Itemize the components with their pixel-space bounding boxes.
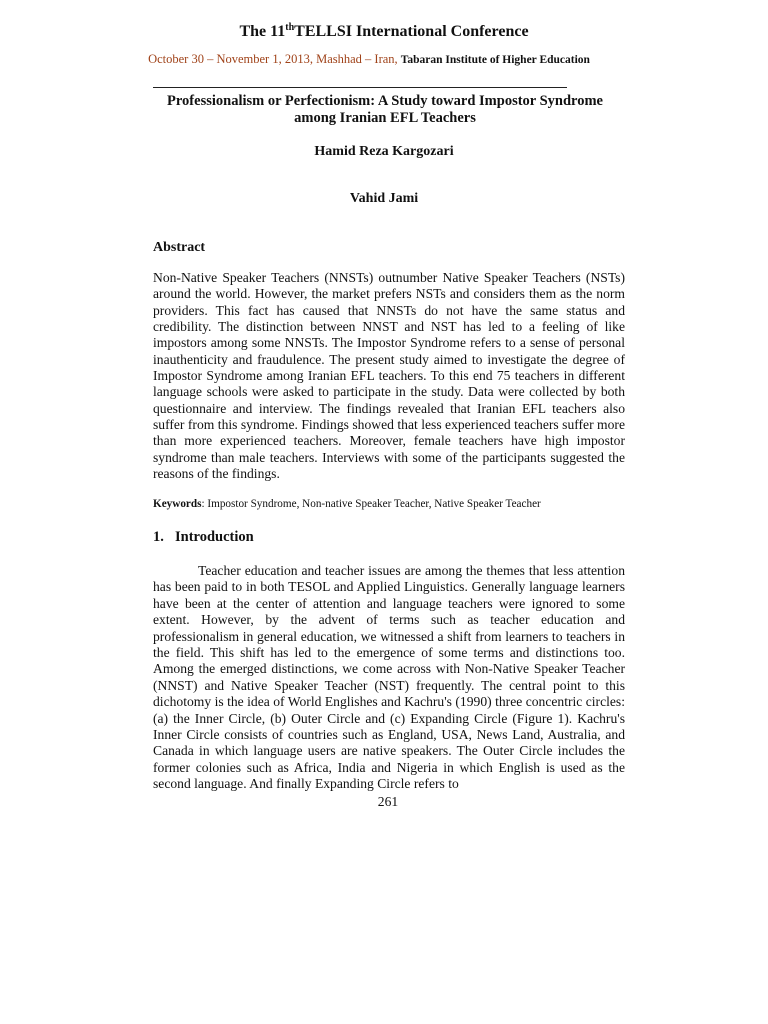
keywords-label: Keywords [153,498,202,510]
author-name: Hamid Reza Kargozari [314,144,454,159]
conference-subtitle [0,51,738,68]
keywords-line [153,497,633,512]
conference-date-location: October 30 – November 1, 2013, Mashhad – Iran, [148,52,398,66]
conference-title [0,22,768,42]
section-title: Introduction [175,529,254,545]
conference-title-prefix: The 11 [239,23,286,40]
page-number: 261 [377,794,399,809]
conference-institution: Tabaran Institute of Higher Education [400,54,590,66]
paper-title [140,93,630,127]
section-heading-introduction [153,528,254,546]
introduction-text: Teacher education and teacher issues are among the themes that less attention has been paid to in both TESOL and Applied Linguistics. Generally language learners have been at the center of attention and language teachers were ignored to some extent. However, by the advent of terms such as teacher education and professionalism in general education, we witnessed a shift from learners to teachers in the field. This shift has led to the emergence of some terms and distinctions too. Among the emerged distinctions, we come across with Non-Native Speaker Teacher (NNST) and Native Speaker Teacher (NST) frequently. The central point to this dichotomy is the idea of World Englishes and Kachru's (1990) three concentric circles: (a) the Inner Circle, (b) Outer Circle and (c) Expanding Circle (Figure 1). Kachru's Inner Circle consists of countries such as England, USA, News Land, Australia, and Canada in which language users are native speakers. The Outer Circle includes the former colonies such as Africa, India and Nigeria in which English is used as the second language. And finally Expanding Circle refers to [153,563,625,792]
section-number: 1. [153,529,164,545]
conference-title-suffix: TELLSI International Conference [294,23,529,40]
paper-title-line-1: Professionalism or Perfectionism: A Study toward Impostor Syndrome [167,93,603,109]
author-name: Vahid Jami [349,191,419,206]
keywords-text: : Impostor Syndrome, Non-native Speaker Teacher, Native Speaker Teacher [201,498,541,510]
conference-title-ordinal: th [285,22,295,33]
abstract-heading: Abstract [153,240,206,255]
abstract-text: Non-Native Speaker Teachers (NNSTs) outnumber Native Speaker Teachers (NSTs) around the world. However, the market prefers NSTs and considers them as the norm providers. This fact has caused that NNSTs do not have the same status and credibility. The distinction between NNST and NST has led to a feeling of like impostors among some NNSTs. The Impostor Syndrome refers to a sense of personal inauthenticity and fraudulence. The present study aimed to investigate the degree of Impostor Syndrome among Iranian EFL teachers. To this end 75 teachers in different language schools were asked to participate in the study. Data were collected by both questionnaire and interview. The findings revealed that Iranian EFL teachers also suffer from this syndrome. Findings showed that less experienced teachers suffer more than more experienced teachers. Moreover, female teachers have high impostor syndrome than male teachers. Interviews with some of the participants suggested the reasons of the findings. [153,270,625,482]
header-divider [153,87,567,88]
paper-title-line-2: among Iranian EFL Teachers [294,110,476,126]
